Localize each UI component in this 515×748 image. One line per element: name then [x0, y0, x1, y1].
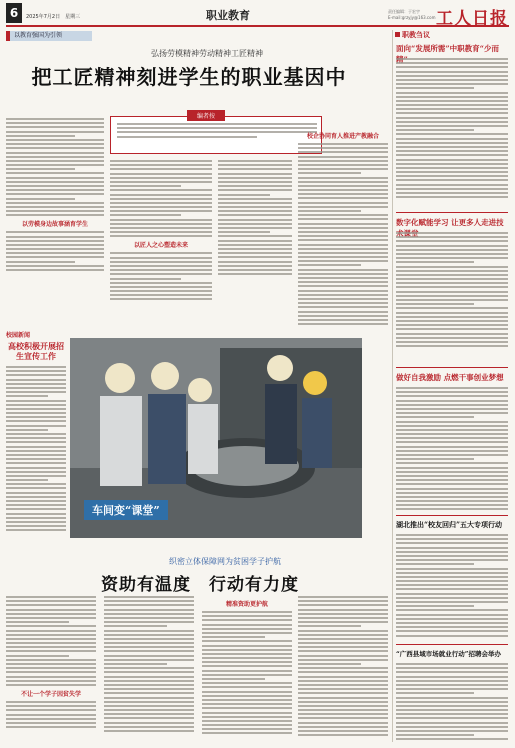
right-headline-3: 做好自我激励 点燃干事创业梦想	[396, 373, 504, 382]
column-tag: 以教育强国为引领	[6, 31, 92, 41]
lead-column-3	[218, 160, 292, 277]
editor-note-text	[117, 123, 317, 140]
right-body-2	[396, 232, 508, 349]
campus-news-tag-wrap	[6, 330, 66, 339]
right-column-tag: 职教刍议	[395, 30, 430, 40]
right-body-3	[396, 387, 508, 513]
lead-subtitle: 弘扬劳模精神劳动精神工匠精神	[151, 49, 263, 58]
bottom-column-3	[202, 596, 292, 737]
editor-line: 责任编辑：于宏宇	[388, 9, 420, 14]
bottom-subtitle: 织密立体保障网为贫困学子护航	[169, 557, 281, 566]
right-body-1	[396, 58, 508, 200]
campus-news-title: 高校积极开展招生宣传工作	[8, 341, 64, 361]
masthead	[6, 3, 509, 27]
editor-note-box	[110, 113, 322, 154]
lead-column-1	[6, 118, 104, 273]
section-title: 职业教育	[206, 9, 250, 22]
middle-right-subhead: 校企协同育人推进产教融合	[306, 133, 379, 140]
bottom-column-4	[298, 596, 388, 738]
right-headline-2: 数字化赋能学习 让更多人走进技	[396, 218, 504, 227]
right-separator-1	[396, 212, 508, 213]
bottom-column-1	[6, 596, 96, 730]
issue-date: 2025年7月2日 星期三	[26, 14, 81, 20]
lead-column-2	[110, 160, 212, 303]
editor-meta	[388, 9, 435, 21]
bottom-subhead-a: 不让一个学子因贫失学	[20, 690, 81, 698]
campus-news-body	[6, 366, 66, 534]
right-body-5	[396, 663, 508, 743]
bottom-headline: 资助有温度 行动有力度	[101, 575, 299, 595]
right-separator-3	[396, 515, 508, 516]
email-line: E-mail:grzyjy@163.com	[388, 15, 436, 20]
lead-headline: 把工匠精神刻进学生的职业基因中	[31, 65, 347, 89]
bottom-subhead-b: 精准资助更护航	[225, 601, 268, 608]
bottom-column-2	[104, 596, 194, 734]
right-headline-5: “广西县域市场就业行动”招聘会举办	[396, 650, 501, 658]
column-divider	[392, 30, 393, 742]
campus-news-tag: 校园新闻	[6, 332, 31, 339]
page-number: 6	[6, 3, 22, 23]
right-headline-4: 湖北推出“校友回归”五大专项行动	[396, 520, 503, 529]
photo-caption: 车间变“课堂”	[84, 500, 168, 520]
paper-logo: 工人日报	[436, 9, 508, 29]
right-headline-1: 面向“发展所需”中职教育“少而	[396, 44, 499, 53]
editor-note-head: 编者按	[187, 110, 225, 121]
right-separator-2	[396, 367, 508, 368]
right-body-4	[396, 534, 508, 639]
right-separator-4	[396, 644, 508, 645]
lead-subhead-a: 以劳模身边故事涵育学生	[21, 221, 88, 229]
lead-column-4	[298, 128, 388, 327]
lead-subhead-b: 以匠人之心塑造未来	[133, 242, 188, 250]
